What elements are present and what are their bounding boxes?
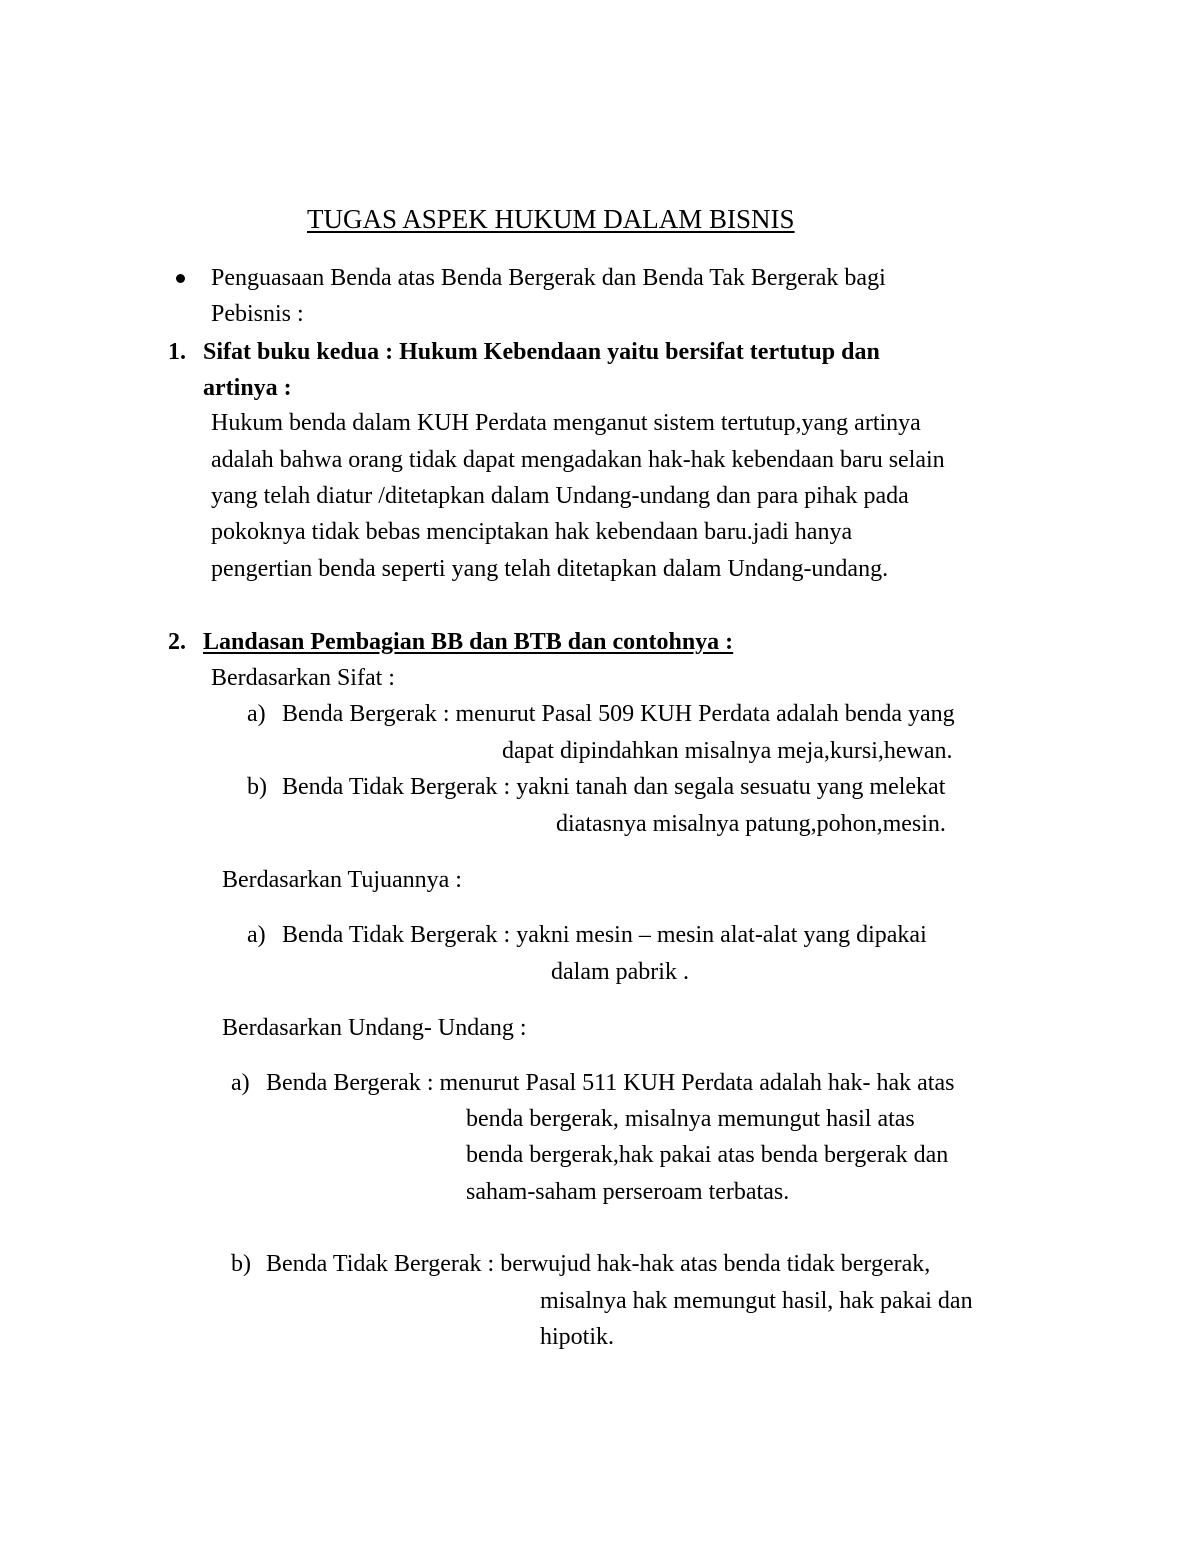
undang-b-marker: b): [231, 1251, 251, 1277]
undang-b-line-3: hipotik.: [540, 1324, 615, 1350]
sifat-a-line-2: dapat dipindahkan misalnya meja,kursi,hewan.: [502, 738, 953, 764]
item-2-heading: Landasan Pembagian BB dan BTB dan contohnya :: [203, 629, 734, 655]
tujuan-a-line-1: Benda Tidak Bergerak : yakni mesin – mesin alat-alat yang dipakai: [282, 922, 927, 948]
undang-a-line-3: benda bergerak,hak pakai atas benda bergerak dan: [466, 1142, 949, 1168]
item-1-body-line-5: pengertian benda seperti yang telah ditetapkan dalam Undang-undang.: [211, 556, 889, 582]
undang-a-line-2: benda bergerak, misalnya memungut hasil atas: [466, 1106, 915, 1132]
intro-line-1: Penguasaan Benda atas Benda Bergerak dan Benda Tak Bergerak bagi: [211, 265, 886, 291]
item-1-body-line-2: adalah bahwa orang tidak dapat mengadakan hak-hak kebendaan baru selain: [211, 447, 945, 473]
sifat-b-line-1: Benda Tidak Bergerak : yakni tanah dan segala sesuatu yang melekat: [282, 774, 946, 800]
sifat-label: Berdasarkan Sifat :: [211, 665, 395, 691]
undang-a-marker: a): [231, 1070, 250, 1096]
tujuan-a-marker: a): [247, 922, 266, 948]
sifat-b-line-2: diatasnya misalnya patung,pohon,mesin.: [556, 811, 946, 837]
item-1-body-line-3: yang telah diatur /ditetapkan dalam Undang-undang dan para pihak pada: [211, 483, 909, 509]
item-1-body-line-4: pokoknya tidak bebas menciptakan hak kebendaan baru.jadi hanya: [211, 519, 853, 545]
undang-a-line-1: Benda Bergerak : menurut Pasal 511 KUH Perdata adalah hak- hak atas: [266, 1070, 955, 1096]
tujuan-label: Berdasarkan Tujuannya :: [222, 867, 462, 893]
sifat-a-marker: a): [247, 701, 266, 727]
intro-line-2: Pebisnis :: [211, 301, 304, 327]
item-1-body-line-1: Hukum benda dalam KUH Perdata menganut sistem tertutup,yang artinya: [211, 410, 921, 436]
undang-b-line-2: misalnya hak memungut hasil, hak pakai dan: [540, 1288, 973, 1314]
item-1-number: 1.: [168, 339, 186, 365]
undang-label: Berdasarkan Undang- Undang :: [222, 1015, 527, 1041]
undang-a-line-4: saham-saham perseroam terbatas.: [466, 1179, 790, 1205]
item-1-heading-line-1: Sifat buku kedua : Hukum Kebendaan yaitu bersifat tertutup dan: [203, 339, 880, 365]
undang-b-line-1: Benda Tidak Bergerak : berwujud hak-hak atas benda tidak bergerak,: [266, 1251, 931, 1277]
tujuan-a-line-2: dalam pabrik .: [551, 959, 689, 985]
sifat-b-marker: b): [247, 774, 267, 800]
bullet-dot: [176, 274, 185, 283]
item-1-heading-line-2: artinya :: [203, 375, 292, 401]
item-2-number: 2.: [168, 629, 186, 655]
sifat-a-line-1: Benda Bergerak : menurut Pasal 509 KUH Perdata adalah benda yang: [282, 701, 955, 727]
document-title: TUGAS ASPEK HUKUM DALAM BISNIS: [307, 204, 795, 234]
